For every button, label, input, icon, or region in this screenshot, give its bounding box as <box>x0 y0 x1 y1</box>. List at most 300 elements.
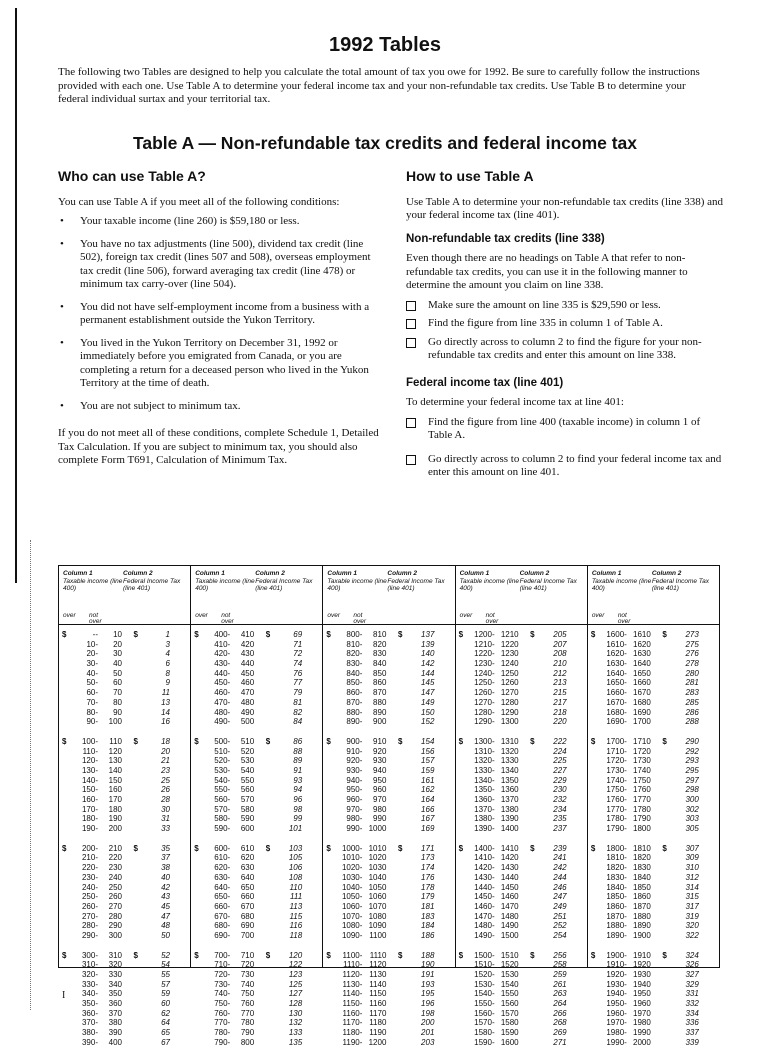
income-not-over: 1700 <box>633 717 651 727</box>
table-row <box>459 785 587 795</box>
income-not-over: 1680 <box>633 697 651 707</box>
income-not-over: 450 <box>240 668 255 678</box>
income-not-over: 1980 <box>633 1018 651 1028</box>
income-not-over: 670 <box>240 901 255 911</box>
income-not-over: 1290 <box>500 707 519 717</box>
left-margin-bar <box>15 8 17 583</box>
income-not-over: 1050 <box>368 882 387 892</box>
income-over: 520- <box>214 756 231 766</box>
table-row <box>326 863 454 873</box>
income-over: 120- <box>81 756 98 766</box>
federal-tax: 305 <box>685 824 699 834</box>
income-not-over: 530 <box>240 756 255 766</box>
federal-tax: 193 <box>421 979 435 989</box>
federal-tax: 324 <box>685 950 699 960</box>
table-row <box>194 863 322 873</box>
income-not-over: 1880 <box>633 911 651 921</box>
table-row <box>326 883 454 893</box>
federal-tax: 139 <box>421 639 435 649</box>
federal-tax: 6 <box>165 659 170 669</box>
table-row <box>194 902 322 912</box>
table-column-block <box>588 566 719 1047</box>
federal-tax: 198 <box>421 1008 435 1018</box>
table-row <box>591 649 719 659</box>
income-not-over: 560 <box>240 785 255 795</box>
table-row <box>194 853 322 863</box>
income-not-over: 470 <box>240 688 255 698</box>
table-row <box>459 902 587 912</box>
table-row <box>194 747 322 757</box>
federal-tax: 331 <box>685 989 699 999</box>
dollar-sign: $ <box>133 843 138 853</box>
credits-step: Make sure the amount on line 335 is $29,590 or less. <box>406 299 726 313</box>
income-over: 1150- <box>342 999 363 1009</box>
income-over: 1090- <box>341 930 363 940</box>
table-row <box>459 688 587 698</box>
federal-tax: 264 <box>553 999 567 1009</box>
federal-tax: 128 <box>288 999 303 1009</box>
dollar-sign: $ <box>194 736 199 746</box>
federal-tax: 184 <box>421 921 435 931</box>
table-row <box>326 776 454 786</box>
federal-tax: 162 <box>421 785 435 795</box>
income-not-over: 410 <box>240 630 255 639</box>
income-not-over: 1890 <box>633 921 651 931</box>
income-not-over: 1610 <box>633 630 651 639</box>
table-row <box>591 630 719 640</box>
income-over: 760- <box>214 1008 231 1018</box>
table-row <box>326 892 454 902</box>
income-not-over: 1400 <box>500 824 519 834</box>
table-row <box>62 717 190 727</box>
federal-tax: 99 <box>293 814 303 824</box>
federal-tax: 230 <box>553 785 567 795</box>
table-row <box>194 630 322 640</box>
income-not-over: 320 <box>108 960 122 970</box>
federal-tax: 251 <box>553 911 567 921</box>
income-over: 510- <box>214 746 231 756</box>
income-over: 1320- <box>474 756 495 766</box>
income-over: 1690- <box>606 717 627 727</box>
bullet-icon: • <box>60 300 64 313</box>
income-not-over: 870 <box>373 688 387 698</box>
table-row <box>326 688 454 698</box>
income-over: 1460- <box>474 901 495 911</box>
federal-tax: 208 <box>553 649 567 659</box>
income-not-over: 1100 <box>369 930 387 940</box>
federal-tax: 286 <box>685 707 699 717</box>
income-not-over: 1190 <box>369 1028 387 1038</box>
income-not-over: 2000 <box>633 1037 651 1047</box>
income-not-over: 740 <box>240 979 255 989</box>
federal-tax: 191 <box>421 970 435 979</box>
federal-tax: 159 <box>421 765 435 775</box>
income-over: 1760- <box>606 795 627 804</box>
table-row <box>591 931 719 941</box>
income-over: 140- <box>81 775 98 785</box>
table-row <box>194 951 322 961</box>
income-not-over: 100 <box>108 717 122 727</box>
federal-tax: 213 <box>553 678 567 688</box>
income-over: 1620- <box>606 649 627 659</box>
income-over: 1500- <box>474 950 495 960</box>
federal-tax: 215 <box>553 688 567 698</box>
income-over: 1020- <box>341 863 363 873</box>
dollar-sign: $ <box>662 736 667 746</box>
table-row <box>62 892 190 902</box>
table-row <box>62 659 190 669</box>
income-over: 980- <box>346 814 363 824</box>
federal-tax: 45 <box>161 901 170 911</box>
table-row <box>194 766 322 776</box>
income-over: 1650- <box>606 678 627 688</box>
federal-tax: 26 <box>161 785 170 795</box>
table-row <box>326 747 454 757</box>
table-row <box>591 1038 719 1048</box>
income-over: 970- <box>346 804 363 814</box>
federal-tax: 59 <box>161 989 170 999</box>
federal-tax: 113 <box>289 901 303 911</box>
table-row <box>194 688 322 698</box>
federal-tax: 127 <box>288 989 303 999</box>
federal-tax: 60 <box>161 999 170 1009</box>
not-over-label: over <box>89 618 102 625</box>
bullet-icon: • <box>60 336 64 349</box>
dollar-sign: $ <box>662 630 667 639</box>
income-over: 1350- <box>474 785 495 795</box>
federal-tax: 116 <box>289 921 303 931</box>
income-not-over: 1470 <box>500 901 519 911</box>
income-over: 1130- <box>342 979 363 989</box>
income-not-over: 1810 <box>633 843 651 853</box>
federal-tax: 280 <box>685 668 699 678</box>
table-a-title: Table A — Non-refundable tax credits and federal income tax <box>132 133 638 153</box>
federal-tax: 174 <box>421 863 435 873</box>
table-row <box>62 795 190 805</box>
table-row <box>459 708 587 718</box>
federal-tax: 246 <box>553 882 567 892</box>
who-lead: You can use Table A if you meet all of the following conditions: <box>58 195 340 208</box>
table-row <box>62 1009 190 1019</box>
income-over: 460- <box>214 688 231 698</box>
income-over: 490- <box>214 717 231 727</box>
income-not-over: 1940 <box>633 979 651 989</box>
income-over: 1160- <box>342 1008 363 1018</box>
table-row <box>459 912 587 922</box>
income-not-over: 170 <box>108 795 122 804</box>
checkbox-icon <box>406 455 416 465</box>
table-row <box>194 756 322 766</box>
table-column-header <box>323 566 454 625</box>
federal-tax: 258 <box>553 960 567 970</box>
federal-tax: 130 <box>288 1008 303 1018</box>
dollar-sign: $ <box>590 630 596 639</box>
intro-paragraph: The following two Tables are designed to help you calculate the total amount of tax you owe for 1992. Be sure to carefully follow the instructions provided with each one. Use Table A to determine your federal income tax and your non-refundable tax credits. Use Table B to determine your federal individual surtax and your territorial tax. <box>58 66 700 105</box>
income-over: 860- <box>346 688 363 698</box>
income-not-over: 1460 <box>500 892 519 902</box>
income-over: 820- <box>346 649 363 659</box>
table-row <box>459 863 587 873</box>
federal-tax: 157 <box>421 756 435 766</box>
income-over: 60- <box>86 688 98 698</box>
dollar-sign: $ <box>458 630 464 639</box>
table-row <box>591 737 719 747</box>
income-over: 410- <box>214 639 231 649</box>
federal-tax: 76 <box>293 668 303 678</box>
table-row <box>459 883 587 893</box>
dollar-sign: $ <box>458 950 464 960</box>
table-row <box>459 756 587 766</box>
federal-tax: 156 <box>421 746 435 756</box>
income-not-over: 260 <box>108 892 122 902</box>
table-row <box>62 970 190 980</box>
table-row <box>194 1009 322 1019</box>
income-not-over: 1110 <box>369 950 387 960</box>
federal-tax: 54 <box>161 960 170 970</box>
federal-tax: 1 <box>165 630 170 639</box>
table-row <box>194 669 322 679</box>
income-not-over: 760 <box>240 999 255 1009</box>
federal-tax: 98 <box>293 804 303 814</box>
income-not-over: 160 <box>108 785 122 795</box>
income-not-over: 1970 <box>633 1008 651 1018</box>
income-over: 400- <box>214 630 231 639</box>
income-not-over: 830 <box>373 649 387 659</box>
income-over: 1540- <box>474 989 495 999</box>
federal-tax: 195 <box>421 989 435 999</box>
federal-tax: 101 <box>288 824 303 834</box>
income-over: 450- <box>214 678 231 688</box>
table-row <box>459 844 587 854</box>
federal-tax: 315 <box>685 892 699 902</box>
table-row <box>326 921 454 931</box>
table-row <box>459 776 587 786</box>
federal-tax: 332 <box>685 999 699 1009</box>
income-not-over: 80 <box>113 697 122 707</box>
income-over: 270- <box>81 911 98 921</box>
table-row <box>591 970 719 980</box>
federal-tax: 135 <box>288 1037 303 1047</box>
income-not-over: 1580 <box>500 1018 519 1028</box>
federal-tax: 55 <box>161 970 170 979</box>
income-not-over: 1730 <box>633 756 651 766</box>
federal-tax: 200 <box>421 1018 435 1028</box>
income-not-over: 1140 <box>369 979 387 989</box>
column1-heading: Column 1 Taxable income (line 400) <box>327 570 387 592</box>
table-row <box>591 1028 719 1038</box>
column1-heading: Column 1 Taxable income (line 400) <box>195 570 255 592</box>
income-not-over: 1320 <box>500 746 519 756</box>
income-over: 480- <box>214 707 231 717</box>
not-label: not <box>617 612 627 619</box>
federal-tax: 18 <box>161 736 170 746</box>
federal-tax: 31 <box>161 814 170 824</box>
income-over: 1790- <box>606 824 627 834</box>
income-over: 1180- <box>342 1028 363 1038</box>
income-over: 340- <box>81 989 98 999</box>
table-row <box>62 824 190 834</box>
income-not-over: 900 <box>373 717 387 727</box>
income-not-over: 1590 <box>500 1028 519 1038</box>
table-row <box>326 756 454 766</box>
federal-tax: 263 <box>553 989 567 999</box>
income-over: 1310- <box>474 746 495 756</box>
income-not-over: 1020 <box>368 853 387 863</box>
over-label: over <box>459 612 473 619</box>
income-not-over: 990 <box>373 814 387 824</box>
table-row <box>459 640 587 650</box>
table-row <box>62 1018 190 1028</box>
federal-tax: 145 <box>421 678 435 688</box>
income-over: 570- <box>214 804 231 814</box>
federal-tax: 8 <box>165 668 170 678</box>
federal-tax: 72 <box>293 649 303 659</box>
table-row <box>194 640 322 650</box>
income-over: 440- <box>214 668 231 678</box>
income-over: 1010- <box>341 853 363 863</box>
table-row <box>591 669 719 679</box>
table-row <box>591 921 719 931</box>
federal-tax: 9 <box>165 678 170 688</box>
table-row <box>591 717 719 727</box>
table-column-block <box>191 566 323 1047</box>
federal-tax: 201 <box>421 1028 435 1038</box>
federal-tax: 106 <box>288 863 303 873</box>
federal-tax: 252 <box>553 921 567 931</box>
income-over: 1830- <box>606 872 627 882</box>
income-not-over: 1520 <box>500 960 519 970</box>
income-over: 1260- <box>474 688 495 698</box>
federal-tax: 283 <box>685 688 699 698</box>
federal-tax: 220 <box>553 717 567 727</box>
federal-tax: 140 <box>421 649 435 659</box>
income-over: 1360- <box>474 795 495 804</box>
table-row <box>62 999 190 1009</box>
income-over: 30- <box>86 659 98 669</box>
federal-tax: 256 <box>553 950 567 960</box>
income-over: 20- <box>86 649 98 659</box>
federal-tax: 242 <box>553 863 567 873</box>
income-over: 930- <box>346 765 363 775</box>
income-not-over: 1720 <box>633 746 651 756</box>
income-not-over: 510 <box>240 736 255 746</box>
income-over: 1550- <box>474 999 495 1009</box>
federal-tax: 137 <box>421 630 435 639</box>
income-over: 1300- <box>474 736 495 746</box>
income-not-over: 110 <box>109 736 122 746</box>
income-not-over: 300 <box>108 930 122 940</box>
income-not-over: 1870 <box>633 901 651 911</box>
table-row <box>62 630 190 640</box>
table-row <box>591 805 719 815</box>
income-not-over: 1180 <box>369 1018 387 1028</box>
column2-heading: Column 2 Federal Income Tax (line 401) <box>519 570 577 592</box>
table-row <box>194 698 322 708</box>
income-over: 990- <box>346 824 363 834</box>
income-over: 1630- <box>606 659 627 669</box>
income-not-over: 1920 <box>633 960 651 970</box>
table-row <box>459 1038 587 1048</box>
table-row-group <box>62 951 190 1048</box>
dollar-sign: $ <box>530 736 535 746</box>
federal-tax: 317 <box>685 901 699 911</box>
table-row <box>459 630 587 640</box>
column2-heading: Column 2 Federal Income Tax (line 401) <box>123 570 181 592</box>
table-row <box>591 747 719 757</box>
federal-tax: 309 <box>685 853 699 863</box>
income-not-over: 610 <box>240 843 255 853</box>
dollar-sign: $ <box>590 736 596 746</box>
federal-tax: 154 <box>421 736 435 746</box>
income-over: 1940- <box>606 989 627 999</box>
federal-tax: 259 <box>553 970 567 979</box>
income-over: 660- <box>214 901 231 911</box>
table-row <box>194 776 322 786</box>
income-not-over: 910 <box>373 736 387 746</box>
income-not-over: 540 <box>240 765 255 775</box>
dollar-sign: $ <box>458 736 464 746</box>
federal-tax: 123 <box>288 970 303 979</box>
dollar-sign: $ <box>326 950 331 960</box>
income-over: 70- <box>86 697 98 707</box>
table-column-header <box>456 566 587 625</box>
table-row <box>326 960 454 970</box>
income-over: 1530- <box>474 979 495 989</box>
table-row <box>591 902 719 912</box>
income-over: 1220- <box>474 649 495 659</box>
income-not-over: 1430 <box>500 863 519 873</box>
income-over: 750- <box>214 999 231 1009</box>
table-row <box>326 931 454 941</box>
income-over: 1040- <box>341 882 363 892</box>
income-over: 190- <box>81 824 98 834</box>
federal-tax: 84 <box>293 717 303 727</box>
table-column-block <box>323 566 455 1047</box>
table-row <box>62 747 190 757</box>
table-row <box>459 737 587 747</box>
income-over: 10- <box>86 639 98 649</box>
income-over: 550- <box>214 785 231 795</box>
federal-tax: 93 <box>293 775 303 785</box>
income-not-over: 390 <box>108 1028 122 1038</box>
table-row <box>459 951 587 961</box>
dollar-sign: $ <box>397 736 403 746</box>
table-row-group <box>591 737 719 834</box>
income-not-over: 1840 <box>633 872 651 882</box>
table-row <box>326 698 454 708</box>
federal-tax: 224 <box>553 746 567 756</box>
federal-tax: 229 <box>553 775 567 785</box>
income-not-over: 1120 <box>369 960 387 970</box>
income-over: 890- <box>346 717 363 727</box>
table-row <box>62 931 190 941</box>
dollar-sign: $ <box>62 630 67 639</box>
checkbox-icon <box>406 301 416 311</box>
dollar-sign: $ <box>590 950 596 960</box>
condition-item: • You have no tax adjustments (line 500), dividend tax credit (line 502), foreign tax credit (lines 507 and 508), overseas employment tax credit (line 506), forward averaging tax credit (line 478) or minimum tax carry-over (line 504). <box>60 237 371 290</box>
federal-tax: 3 <box>165 639 170 649</box>
income-over: 1480- <box>474 921 495 931</box>
table-row <box>591 960 719 970</box>
income-not-over: 500 <box>240 717 255 727</box>
income-over: 1850- <box>606 892 627 902</box>
dollar-sign: $ <box>530 843 535 853</box>
federal-tax: 40 <box>161 872 170 882</box>
table-row <box>326 649 454 659</box>
table-row <box>326 708 454 718</box>
federal-tax: 88 <box>293 746 303 756</box>
income-over: 910- <box>346 746 363 756</box>
